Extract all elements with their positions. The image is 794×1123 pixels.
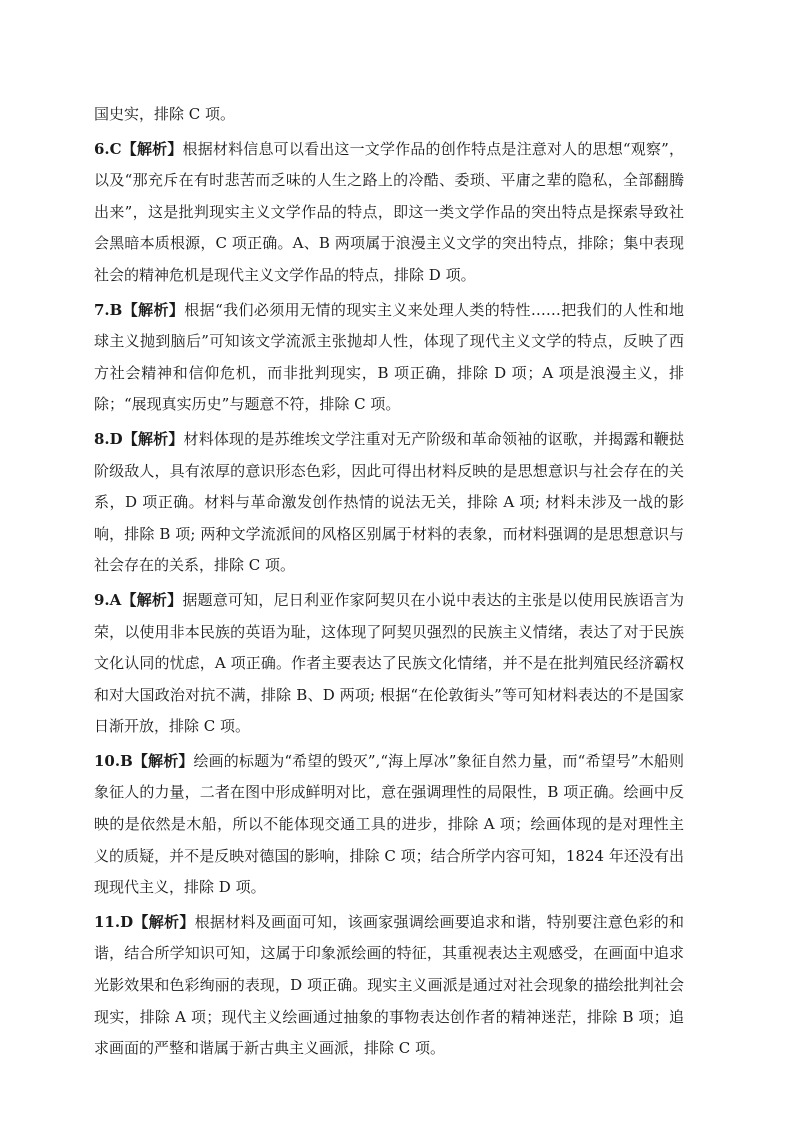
answer-text: 绘画的标题为“希望的毁灭”,“海上厚冰”象征自然力量，而“希望号”木船则象征人的力量，二者在图中形成鲜明对比，意在强调理性的局限性，B 项正确。绘画中反映的是依然是木船，所以不能体现交通工具的进步，排除 A 项；绘画体现的是对理性主义的质疑，并不是反映对德国的影响，排除 C 项；结合所学内容可知，1824 年还没有出现现代主义，排除 D 项。 bbox=[94, 751, 684, 897]
answer-number: 9.A bbox=[94, 590, 122, 609]
answer-11 bbox=[94, 907, 684, 1065]
answer-text: 根据材料信息可以看出这一文学作品的创作特点是注意对人的思想“观察”，以及“那充斥在有时悲苦而乏味的人生之路上的冷酷、委琐、平庸之辈的隐私，全部翻腾出来”，这是批判现实主义文学作品的特点，即这一类文学作品的突出特点是探索导致社会黑暗本质根源，C 项正确。A、B 两项属于浪漫主义文学的突出特点，排除；集中表现社会的精神危机是现代主义文学作品的特点，排除 D 项。 bbox=[94, 139, 684, 284]
answer-text: 材料体现的是苏维埃文学注重对无产阶级和革命领袖的讴歌，并揭露和鞭挞阶级敌人，具有浓厚的意识形态色彩，因此可得出材料反映的是思想意识与社会存在的关系，D 项正确。材料与革命激发创作热情的说法无关，排除 A 项; 材料未涉及一战的影响，排除 B 项; 两种文学流派间的风格区别属于材料的表象，而材料强调的是思想意识与社会存在的关系，排除 C 项。 bbox=[94, 429, 684, 575]
answer-number: 10.B bbox=[94, 751, 133, 770]
answer-8 bbox=[94, 424, 684, 582]
answer-number: 7.B bbox=[94, 300, 123, 319]
answer-text: 根据材料及画面可知，该画家强调绘画要追求和谐，特别要注意色彩的和谐，结合所学知识可知，这属于印象派绘画的特征，其重视表达主观感受，在画面中追求光影效果和色彩绚丽的表现，D 项正确。现实主义画派是通过对社会现象的描绘批判社会现实，排除 A 项；现代主义绘画通过抽象的事物表达创作者的精神迷茫，排除 B 项；追求画面的严整和谐属于新古典主义画派，排除 C 项。 bbox=[94, 912, 684, 1058]
answer-text: 据题意可知，尼日利亚作家阿契贝在小说中表达的主张是以使用民族语言为荣，以使用非本民族的英语为耻，这体现了阿契贝强烈的民族主义情绪，表达了对于民族文化认同的忧虑，A 项正确。作者主要表达了民族文化情绪，并不是在批判殖民经济霸权和对大国政治对抗不满，排除 B、D 两项; 根据“在伦敦街头”等可知材料表达的不是国家日渐开放，排除 C 项。 bbox=[94, 590, 684, 736]
answer-text: 根据“我们必须用无情的现实主义来处理人类的特性……把我们的人性和地球主义抛到脑后”可知该文学流派主张抛却人性，体现了现代主义文学的特点，反映了西方社会精神和信仰危机，而非批判现实，B 项正确，排除 D 项；A 项是浪漫主义，排除；“展现真实历史”与题意不符，排除 C 项。 bbox=[94, 300, 684, 414]
answer-number: 11.D bbox=[94, 912, 134, 931]
analysis-tag: 【解析】 bbox=[121, 590, 183, 609]
analysis-tag: 【解析】 bbox=[122, 429, 184, 448]
answer-6 bbox=[94, 134, 684, 292]
answer-list bbox=[94, 0, 684, 1065]
answer-10 bbox=[94, 746, 684, 904]
analysis-tag: 【解析】 bbox=[133, 912, 195, 931]
answer-7 bbox=[94, 295, 684, 421]
analysis-tag: 【解析】 bbox=[121, 139, 183, 158]
continuation-paragraph: 国史实，排除 C 项。 bbox=[94, 105, 236, 123]
answer-9 bbox=[94, 585, 684, 743]
answer-number: 6.C bbox=[94, 139, 122, 158]
analysis-tag: 【解析】 bbox=[122, 300, 185, 319]
answer-number: 8.D bbox=[94, 429, 123, 448]
analysis-tag: 【解析】 bbox=[132, 751, 194, 770]
